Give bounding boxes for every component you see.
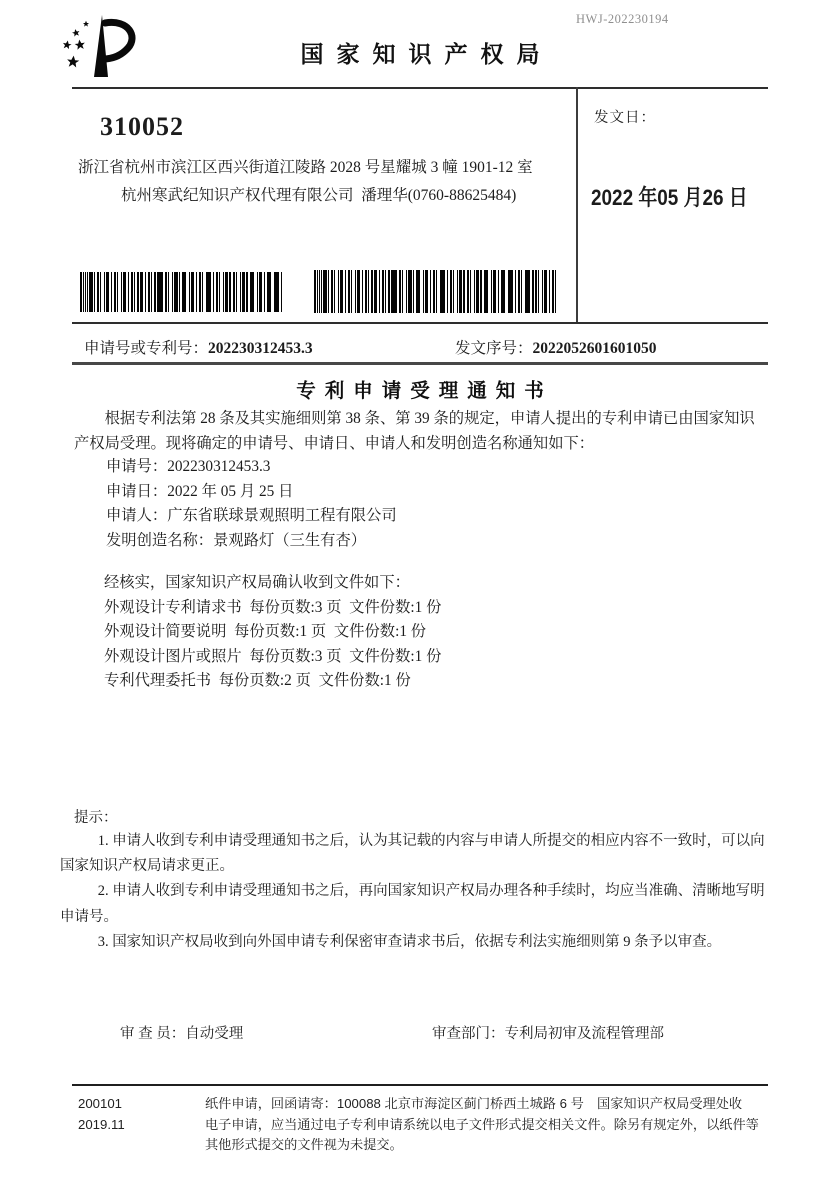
- department-field: [432, 1022, 664, 1043]
- received-file-line: 外观设计专利请求书 每份页数:3 页 文件份数:1 份: [104, 598, 442, 616]
- tips-label: 提示：: [74, 810, 118, 826]
- detail-line: 发明创造名称：景观路灯（三生有杏）: [106, 531, 367, 549]
- tip-item: 2. 申请人收到专利申请受理通知书之后，再向国家知识产权局办理各种手续时，均应当准确、清晰地写明申请号。: [60, 883, 765, 925]
- divider-mid: [72, 322, 768, 324]
- footer-code: 2019.11: [78, 1116, 125, 1132]
- tip-item: 3. 国家知识产权局收到向外国申请专利保密审查请求书后，依据专利法实施细则第 9 条予以审查。: [97, 933, 722, 950]
- divider-thick: [72, 362, 768, 365]
- barcode-left: [80, 272, 282, 312]
- serial-number-label: 发文序号：: [455, 340, 533, 357]
- footer-note-electronic: 电子申请，应当通过电子专利申请系统以电子文件形式提交相关文件。除另有规定外，以纸件等其他形式提交的文件视为未提交。: [205, 1116, 759, 1152]
- department-value: 专利局初审及流程管理部: [504, 1026, 664, 1042]
- received-files-block: [104, 571, 441, 694]
- department-label: 审查部门：: [432, 1026, 505, 1042]
- recipient-address: 浙江省杭州市滨江区西兴街道江陵路 2028 号星耀城 3 幢 1901-12 室: [78, 159, 533, 176]
- received-file-line: 专利代理委托书 每份页数:2 页 文件份数:1 份: [104, 672, 411, 690]
- detail-line: 申请人：广东省联球景观照明工程有限公司: [106, 507, 397, 525]
- application-number-label: 申请号或专利号：: [84, 340, 209, 357]
- divider-vertical: [576, 87, 578, 324]
- agency-title: 国家知识产权局: [300, 42, 553, 67]
- serial-number-field: [455, 336, 657, 358]
- application-number-field: [84, 336, 313, 358]
- examiner-value: 自动受理: [185, 1026, 244, 1042]
- received-intro: 经核实，国家知识产权局确认收到文件如下：: [104, 574, 410, 591]
- detail-line: 申请日：2022 年 05 月 25 日: [106, 482, 294, 500]
- divider-top: [72, 87, 768, 89]
- footer-code: 200101: [78, 1096, 123, 1111]
- divider-footer: [72, 1084, 768, 1086]
- issue-date-value: 2022 年05 月26 日: [591, 185, 748, 210]
- footer-note-paper: 纸件申请，回函请寄：100088 北京市海淀区蓟门桥西土城路 6 号 国家知识产权局受理处收: [205, 1096, 743, 1111]
- examiner-label: 审 查 员：: [120, 1026, 186, 1042]
- serial-number-value: 2022052601601050: [532, 340, 657, 357]
- application-details: [106, 455, 397, 553]
- document-ref-number: HWJ-202230194: [576, 12, 669, 26]
- examiner-field: [120, 1022, 243, 1043]
- tip-item: 1. 申请人收到专利申请受理通知书之后，认为其记载的内容与申请人所提交的相应内容不一致时，可以向国家知识产权局请求更正。: [60, 833, 765, 875]
- barcode-right: [314, 270, 556, 313]
- issue-date-label: 发文日：: [594, 110, 656, 126]
- recipient-agency: 杭州寒武纪知识产权代理有限公司 潘理华(0760-88625484): [121, 187, 517, 204]
- received-file-line: 外观设计图片或照片 每份页数:3 页 文件份数:1 份: [104, 647, 442, 665]
- tips-block: [60, 829, 776, 955]
- application-number-value: 202230312453.3: [208, 340, 313, 357]
- notice-title: 专利申请受理通知书: [296, 381, 553, 402]
- intro-paragraph: 根据专利法第 28 条及其实施细则第 38 条、第 39 条的规定，申请人提出的专利申请已由国家知识产权局受理。现将确定的申请号、申请日、申请人和发明创造名称通知如下：: [74, 410, 755, 452]
- detail-line: 申请号：202230312453.3: [106, 458, 271, 475]
- footer-notes: [78, 1094, 770, 1156]
- received-file-line: 外观设计简要说明 每份页数:1 页 文件份数:1 份: [104, 623, 427, 641]
- postal-code: 310052: [100, 112, 184, 141]
